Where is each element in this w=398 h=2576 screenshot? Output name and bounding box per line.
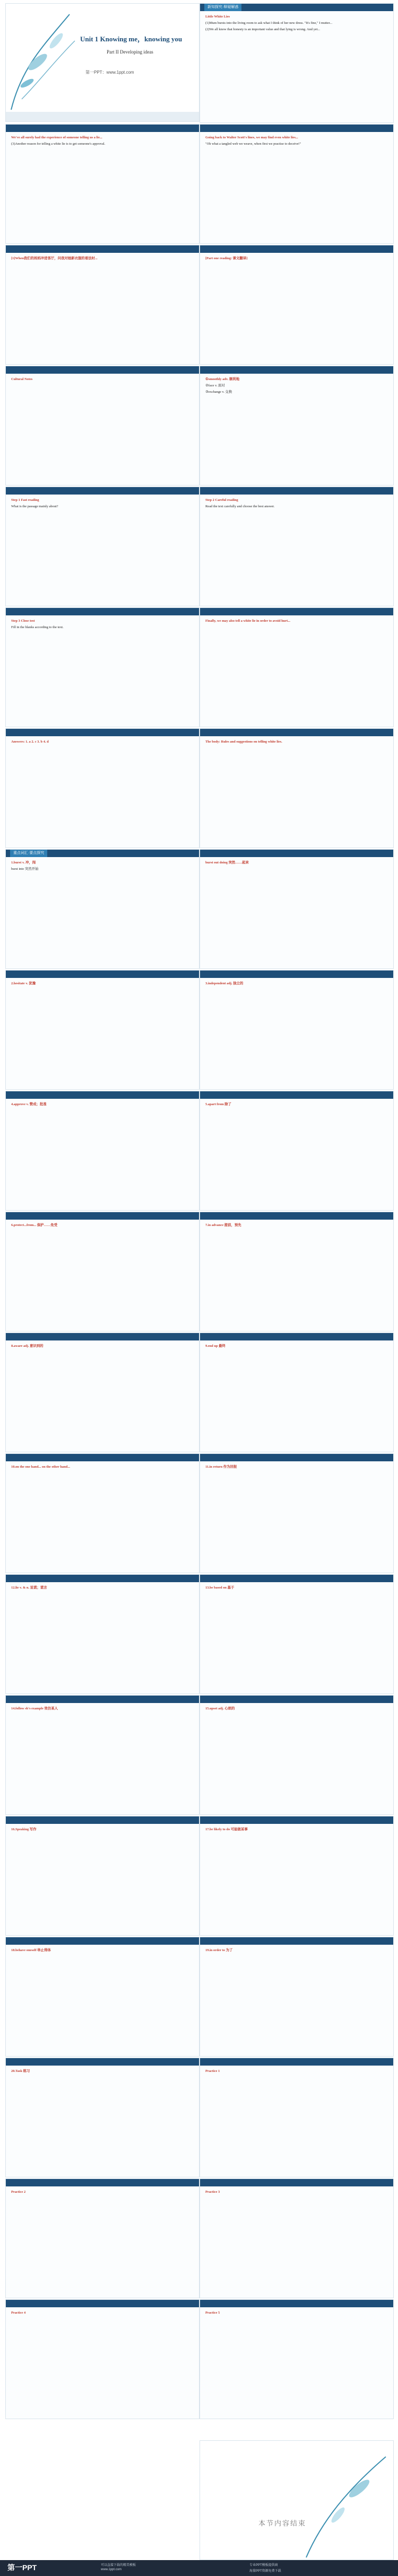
slide-body [200,1220,393,1232]
slide [5,124,200,244]
slide-header-bar [6,1696,199,1703]
slide-line: 18.behave oneself 举止得体 [11,1948,51,1952]
slide-body [6,736,199,749]
footer-line-3: 专业PPT模板提供商 [249,2564,278,2567]
slide-line: 20.Task 练习 [11,2069,30,2073]
slide [200,1333,394,1452]
footer-line-4: 海量PPT资源免费下载 [249,2570,281,2573]
slide-line: 1.burst v. 冲，闯 [11,861,36,864]
slide-line: Practice 5 [205,2311,220,2315]
slide-body [6,857,199,876]
slide-header-bar [6,1575,199,1582]
slide-line: "Oh what a tangled web we weave, when first we practise to deceive!" [205,142,301,146]
slide-line: 5.apart from 除了 [205,1102,232,1106]
slide-line: Practice 2 [11,2190,26,2194]
slide-body [6,1099,199,1111]
slide [5,1937,200,2057]
slide [5,2299,200,2419]
slide-body [200,374,393,399]
slide-header-bar [200,2179,393,2186]
slide-line: [1]When我们的妈妈冲进客厅，问我对她新衣服的看法时... [11,257,98,260]
slide [5,1091,200,1211]
slide-line: [Part one reading: 课文翻译] [205,257,248,260]
slide [200,1091,394,1211]
cover-slide [5,3,200,122]
slide [200,1695,394,1815]
slide-header-bar [6,1816,199,1824]
slide-line: 8.aware adj. 意识到的 [11,1344,44,1348]
slide-line: Cultural Notes [11,377,33,381]
slide-line: Finally, we may also tell a white lie in order to avoid hurt... [205,619,290,623]
slide [200,728,394,848]
slide [5,728,200,848]
slide [200,1574,394,1694]
slide-line: (1)Mum bursts into the living room to ask what I think of her new dress. "It's fine," I mutter... [205,21,333,25]
slide [5,2058,200,2177]
slide-body [200,11,393,37]
footer-logo[interactable]: 第一PPT [7,2563,37,2572]
slide-header-bar [200,1212,393,1220]
slide-header-bar [6,850,199,857]
slide-header-bar [200,245,393,253]
slide-header-bar [6,1333,199,1340]
slide [200,1453,394,1573]
slide-line: Step 2 Careful reading [205,498,238,502]
slide-header-bar [6,729,199,736]
footer-line-1: 可以直接下载的精美模板 [101,2564,136,2567]
slide-header-bar [200,2058,393,2066]
slide [5,849,200,969]
slide-body [6,1945,199,1957]
slide-line: Step 1 Fast reading [11,498,39,502]
slide-body [200,978,393,991]
cover-subtitle: Part II Developing ideas [107,49,153,55]
slide-body [6,374,199,386]
slide [200,2299,394,2419]
cover-strip [6,112,199,121]
slide-body [6,978,199,991]
slide [200,366,394,486]
slide-line: The body: Rules and suggestions on telling white lies. [205,740,282,744]
slide-line: 4.approve v. 赞成；批准 [11,1102,47,1106]
slide [5,487,200,606]
slide-header-bar [200,1696,393,1703]
slide [5,1695,200,1815]
slide [200,849,394,969]
slide-header-bar [200,1816,393,1824]
slide [5,1212,200,1331]
leaf-decoration-icon [200,2441,394,2561]
slide-header-bar [200,850,393,857]
slide [5,366,200,486]
slide-line: ①smoothly adv. 顺利地 [205,377,240,381]
slide-line: 13.be based on 基于 [205,1586,235,1590]
end-slide [200,2440,394,2560]
slide-line: Practice 1 [205,2069,220,2073]
slide-header-bar [6,125,199,132]
cover-title: Unit 1 Knowing me，knowing you [80,35,183,43]
slide-body [200,1461,393,1474]
slide-line: Step 3 Close test [11,619,35,623]
slide-header-bar [6,1212,199,1220]
slide [5,1574,200,1694]
slide-line: 16.Speaking 写作 [11,1828,37,1831]
slide-body [6,1220,199,1232]
slide-body [200,132,393,151]
slide-line: 3.independent adj. 独立的 [205,982,244,985]
footer [0,2560,398,2576]
slide [5,2178,200,2298]
slide-line: What is the passage mainly about? [11,505,58,508]
slide-line: Going back to Walter Scott's lines, we may find even white lies... [205,136,298,139]
slide [200,245,394,365]
slide-body [6,2066,199,2078]
slide-line: 14.follow sb's example 效仿某人 [11,1707,58,1710]
slide-header-bar [6,2058,199,2066]
slide-line: Fill in the blanks according to the text. [11,625,64,629]
slide-body [200,495,393,514]
slide [200,2058,394,2177]
slide-body [6,2307,199,2320]
slide [200,2178,394,2298]
slide-header-bar [6,2300,199,2307]
slide-header-bar [6,971,199,978]
slide-line: 9.end up 最终 [205,1344,226,1348]
slide [5,1816,200,1936]
footer-line-2[interactable]: www.1ppt.com [101,2568,122,2571]
slide-header-bar [6,245,199,253]
slide-header-bar [200,1454,393,1461]
slide-body [200,857,393,870]
slide-line: burst out doing 突然……起来 [205,861,249,864]
slide-line: Practice 4 [11,2311,26,2315]
slide-body [200,1824,393,1837]
slide-header-bar [6,487,199,495]
slide-header-bar [200,2300,393,2307]
slide-header-label: 新知探究·释疑解惑 [204,4,241,11]
slide-header-bar [6,366,199,374]
slide-body [200,736,393,749]
slide-line: (3)Another reason for telling a white lie is to get someone's approval. [11,142,106,146]
slide-body [200,1703,393,1716]
slide-line: Practice 3 [205,2190,220,2194]
leaf-decoration-icon [6,4,85,122]
slide [200,970,394,1090]
slide-body [200,1099,393,1111]
slide-line: (2)We all know that honesty is an important value and that lying is wrong. And yet... [205,28,321,31]
slide [200,3,394,123]
slide-body [200,1582,393,1595]
slide-line: 10.on the one hand... on the other hand... [11,1465,71,1469]
slide-line: 11.in return 作为回报 [205,1465,237,1469]
slide-header-bar [200,729,393,736]
slide-line: 15.upset adj. 心烦的 [205,1707,235,1710]
slide-line: 7.in advance 提前，预先 [205,1223,241,1227]
slide-header-bar [200,608,393,615]
end-text: 本节内容结束 [258,2520,307,2528]
slide-header-bar [200,487,393,495]
slide-body [6,1824,199,1837]
slide-line: We've all surely had the experience of someone telling us a lie... [11,136,102,139]
slide [200,487,394,606]
slide-header-bar [200,1333,393,1340]
slide-body [200,615,393,628]
slide-header-bar [200,971,393,978]
slide-body [6,1461,199,1474]
slide-line: ③exchange v. 交换 [205,390,232,394]
slide-header-bar [6,1937,199,1945]
slide-line: 17.be likely to do 可能做某事 [205,1828,248,1831]
slide-header-bar [200,1091,393,1099]
slide-line: Little White Lies [205,15,230,19]
slide-body [200,253,393,266]
slide [5,1333,200,1452]
cover-site: 第一PPT：www.1ppt.com [85,70,134,75]
slide-body [6,615,199,634]
slide-line: 2.hesitate v. 犹豫 [11,982,36,985]
slide-body [200,1945,393,1957]
slide-body [6,1340,199,1353]
slide-header-bar [200,125,393,132]
slide-body [6,495,199,514]
slide [200,1816,394,1936]
slide-line: ②face v. 面对 [205,384,225,387]
slide [200,124,394,244]
slide-header-bar [6,1454,199,1461]
slide-body [6,2186,199,2199]
slide-header-bar [6,608,199,615]
slide [200,607,394,727]
slide-header-bar [6,2179,199,2186]
slide [5,970,200,1090]
slide [200,1212,394,1331]
slide-header-bar [6,1091,199,1099]
slide-body [6,253,199,266]
slide-body [200,2307,393,2320]
slide-body [6,1582,199,1595]
slide-line: 19.in order to 为了 [205,1948,233,1952]
slide-body [6,132,199,151]
slide-body [200,2186,393,2199]
slide-header-bar [200,1575,393,1582]
slide-line: burst into 突然开始 [11,867,39,871]
slide-header-label: 重点词汇·要点探究 [10,850,47,857]
slide-body [200,2066,393,2078]
slide-body [200,1340,393,1353]
slide-line: Answers: 1. a 2. c 3. b 4. d [11,740,49,744]
slide-header-bar [200,1937,393,1945]
slide-line: 12.lie v. & n. 说谎；谎言 [11,1586,47,1590]
slide-body [6,1703,199,1716]
slide-header-bar [200,4,393,11]
slide-line: 6.protect...from... 保护……免受 [11,1223,58,1227]
slide [5,245,200,365]
slide [5,607,200,727]
slide-line: Read the text carefully and choose the best answer. [205,505,275,508]
slide [5,1453,200,1573]
slide-header-bar [200,366,393,374]
slide [200,1937,394,2057]
